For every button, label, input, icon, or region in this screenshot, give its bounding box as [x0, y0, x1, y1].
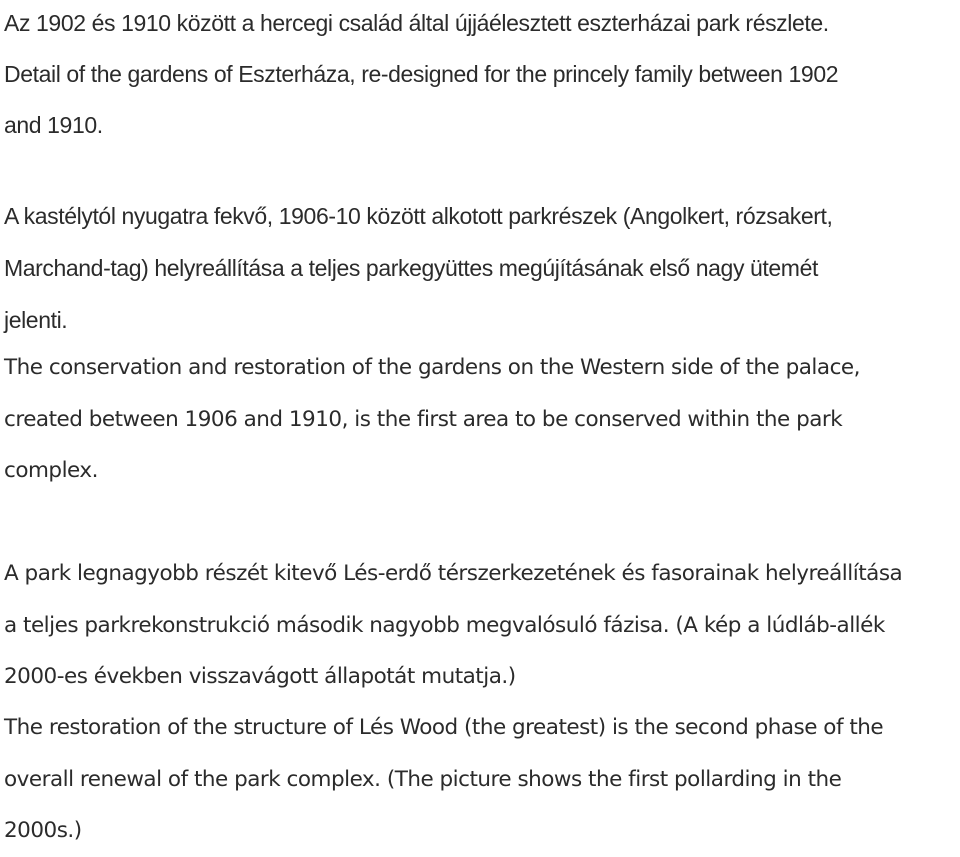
text-line: created between 1906 and 1910, is the first area to be conserved within the park	[4, 406, 843, 432]
text-line: 2000s.)	[4, 818, 82, 843]
text-line: a teljes parkrekonstrukció második nagyobb megvalósuló fázisa. (A kép a lúdláb-allék	[4, 612, 885, 638]
paragraph-hu-first-phase	[4, 190, 960, 346]
paragraph-en-first-phase	[4, 342, 960, 497]
text-line: A kastélytól nyugatra fekvő, 1906-10 között alkotott parkrészek (Angolkert, rózsakert,	[4, 203, 833, 229]
text-line: and 1910.	[4, 112, 103, 138]
text-line: The restoration of the structure of Lés Wood (the greatest) is the second phase of the	[4, 715, 884, 740]
text-line: complex.	[4, 458, 98, 483]
text-line: Az 1902 és 1910 között a hercegi család által újjáélesztett eszterházai park részlete.	[4, 10, 829, 36]
paragraph-en-second-phase	[4, 702, 960, 857]
text-line: Marchand-tag) helyreállítása a teljes parkegyüttes megújításának első nagy ütemét	[4, 255, 818, 281]
caption-paragraph-title	[4, 0, 960, 151]
text-line: jelenti.	[4, 307, 68, 333]
text-line: overall renewal of the park complex. (The picture shows the first pollarding in the	[4, 766, 842, 792]
text-line: A park legnagyobb részét kitevő Lés-erdő térszerkezetének és fasorainak helyreállítása	[4, 561, 903, 586]
text-line: Detail of the gardens of Eszterháza, re-designed for the princely family between 1902	[4, 61, 839, 87]
paragraph-hu-second-phase	[4, 548, 960, 703]
text-line: 2000-es években visszavágott állapotát mutatja.)	[4, 664, 516, 689]
text-line: The conservation and restoration of the gardens on the Western side of the palace,	[4, 355, 860, 380]
